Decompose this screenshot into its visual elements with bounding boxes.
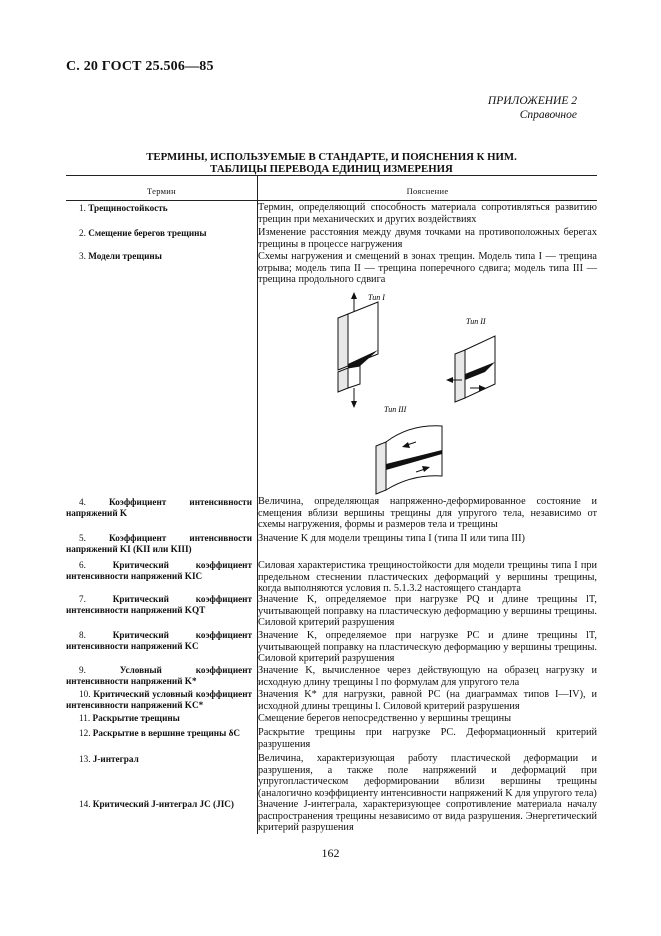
term-explanation: Значение J-интеграла, характеризующее сопротивление материала началу распространения трещины независимо от вида разрушения. Энергетический критерий разрушения: [258, 799, 597, 833]
term-text: Модели трещины: [88, 251, 162, 261]
term-text: Критический коэффициент интенсивности напряжений KIC: [66, 560, 252, 581]
term-explanation: Значение K, определяемое при нагрузке PQ и длине трещины lT, учитывающей поправку на пластическую деформацию у вершины трещины. Силовой критерий разрушения: [258, 594, 597, 628]
term-number: 14.: [79, 799, 91, 809]
term-number: 12.: [79, 728, 91, 738]
term-explanation: Значения K* для нагрузки, равной PC (на диаграммах типов I—IV), и исходной длины трещины l. Силовой критерий разрушения: [258, 689, 597, 712]
term-text: Условный коэффициент интенсивности напряжений K*: [66, 665, 253, 686]
crack-models-figure: [320, 292, 580, 496]
table-row: [66, 203, 252, 214]
term-explanation: Значение K для модели трещины типа I (типа II или типа III): [258, 533, 525, 544]
term-text: Раскрытие в вершине трещины δC: [92, 728, 240, 738]
term-text: Критический коэффициент интенсивности напряжений KC: [66, 630, 252, 651]
table-row: [66, 228, 252, 239]
appendix-title: ПРИЛОЖЕНИЕ 2: [487, 95, 577, 107]
term-number: 2.: [79, 228, 86, 238]
term-number: 10.: [79, 689, 91, 699]
table-row: [66, 728, 252, 739]
crack-model-type-1: [338, 292, 385, 408]
appendix-note: Справочное: [519, 109, 577, 121]
table-row: [66, 689, 252, 711]
table-row: [66, 251, 252, 262]
term-explanation: Значение K, вычисленное через действующую на образец нагрузку и исходную длину трещины l по формулам для упругого тела: [258, 665, 597, 688]
term-text: Коэффициент интенсивности напряжений KI (KII или KIII): [66, 533, 252, 554]
figure-label-type-3: Тип III: [384, 405, 407, 414]
term-explanation: Силовая характеристика трещиностойкости для модели трещины типа I при предельном стеснении пластических деформаций у вершины трещины, когда выполняются условия п. 5.1.3.2 настоящего стандарта: [258, 560, 597, 594]
term-number: 4.: [79, 497, 86, 507]
figure-label-type-2: Тип II: [466, 317, 486, 326]
table-row: [66, 560, 252, 582]
section-title-line1: ТЕРМИНЫ, ИСПОЛЬЗУЕМЫЕ В СТАНДАРТЕ, И ПОЯСНЕНИЯ К НИМ.: [146, 151, 517, 163]
term-number: 1.: [79, 203, 86, 213]
term-number: 13.: [79, 754, 91, 764]
term-explanation: Величина, определяющая напряженно-деформированное состояние и смещения вблизи вершины трещины для упругого тела, независимо от схемы нагружения, формы и размеров тела и трещины: [258, 496, 597, 530]
crack-model-type-2: [446, 317, 495, 402]
term-text: Критический условный коэффициент интенсивности напряжений KC*: [66, 689, 253, 710]
term-number: 5.: [79, 533, 86, 543]
term-text: Смещение берегов трещины: [88, 228, 207, 238]
term-text: Коэффициент интенсивности напряжений K: [66, 497, 252, 518]
table-row: [66, 713, 252, 724]
term-text: Трещиностойкость: [88, 203, 168, 213]
table-row: [66, 630, 252, 652]
section-title: [66, 151, 597, 175]
table-row: [66, 497, 252, 519]
page-header: С. 20 ГОСТ 25.506—85: [66, 59, 214, 74]
table-top-rule: [66, 175, 597, 176]
crack-model-type-3: [376, 405, 442, 494]
table-row: [66, 533, 252, 555]
term-text: Раскрытие трещины: [92, 713, 180, 723]
table-header-rule: [66, 200, 597, 201]
term-explanation: Раскрытие трещины при нагрузке PC. Деформационный критерий разрушения: [258, 727, 597, 750]
section-title-line2: ТАБЛИЦЫ ПЕРЕВОДА ЕДИНИЦ ИЗМЕРЕНИЯ: [210, 163, 453, 175]
term-number: 7.: [79, 594, 86, 604]
term-number: 11.: [79, 713, 91, 723]
column-header-explanation: Пояснение: [406, 186, 449, 196]
column-header-term: Термин: [146, 186, 177, 196]
table-row: [66, 665, 252, 687]
term-explanation: Величина, характеризующая работу пластической деформации и разрушения, а также поле напряжений и деформаций при упругопластическом деформировании вблизи вершины трещины (аналогично коэффициенту интенсивности напряжений K для упругого тела): [258, 753, 597, 799]
term-number: 3.: [79, 251, 86, 261]
figure-label-type-1: Тип I: [368, 293, 385, 302]
term-text: Критический коэффициент интенсивности напряжений KQT: [66, 594, 252, 615]
appendix-label: [488, 94, 577, 122]
table-row: [66, 594, 252, 616]
term-text: J-интеграл: [92, 754, 139, 764]
table-row: [66, 754, 252, 765]
term-number: 9.: [79, 665, 86, 675]
page-number: 162: [321, 846, 340, 860]
term-explanation: Значение K, определяемое при нагрузке PC и длине трещины lT, учитывающей поправку на пластическую деформацию у вершины трещины. Силовой критерий разрушения: [258, 630, 597, 664]
term-explanation: Смещение берегов непосредственно у вершины трещины: [258, 713, 512, 724]
term-number: 6.: [79, 560, 86, 570]
table-row: [66, 799, 252, 810]
term-number: 8.: [79, 630, 86, 640]
term-explanation: Изменение расстояния между двумя точками на противоположных берегах трещины в процессе нагружения: [258, 227, 597, 250]
term-explanation: Схемы нагружения и смещений в зонах трещин. Модель типа I — трещина отрыва; модель типа II — трещина поперечного сдвига; модель типа III — трещина продольного сдвига: [258, 251, 597, 285]
term-explanation: Термин, определяющий способность материала сопротивляться развитию трещин при механических и других воздействиях: [258, 202, 597, 225]
term-text: Критический J-интеграл JC (JIC): [92, 799, 234, 809]
